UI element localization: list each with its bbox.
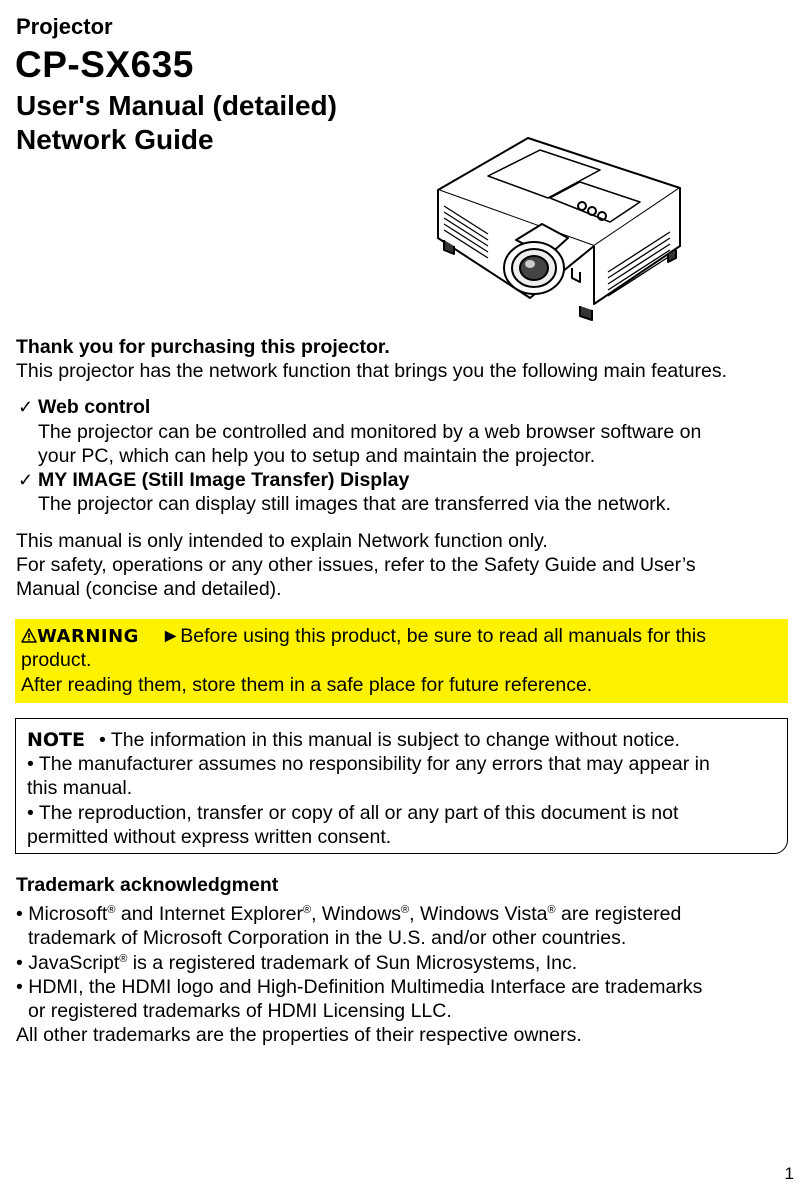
feature-my-image-title: MY IMAGE (Still Image Transfer) Display [38, 469, 410, 491]
scope-text-2: For safety, operations or any other issues, refer to the Safety Guide and User’s [16, 554, 696, 576]
scope-text-1: This manual is only intended to explain Network function only. [16, 530, 548, 552]
warning-text-1: Before using this product, be sure to read all manuals for this [180, 625, 706, 647]
trademark-text: , Windows Vista [409, 903, 548, 925]
note-line-2: • The manufacturer assumes no responsibility for any errors that may appear in [27, 753, 710, 775]
model-name: CP-SX635 [15, 44, 194, 85]
note-text-1: • The information in this manual is subject to change without notice. [99, 729, 680, 751]
thanks-heading: Thank you for purchasing this projector. [16, 336, 390, 358]
registered-mark: ® [107, 904, 116, 916]
trademark-closing: All other trademarks are the properties of their respective owners. [16, 1024, 582, 1046]
trademark-text: are registered [555, 903, 682, 925]
trademark-text: , Windows [311, 903, 402, 925]
projector-illustration [430, 128, 692, 330]
warning-line-2: product. [21, 649, 92, 671]
feature-web-control-desc-2: your PC, which can help you to setup and maintain the projector. [38, 445, 596, 467]
trademark-text: • JavaScript [16, 952, 120, 974]
note-line-1 [27, 728, 680, 752]
trademark-hdmi-2: or registered trademarks of HDMI Licensing LLC. [28, 1000, 452, 1022]
product-kind: Projector [16, 14, 113, 39]
trademark-text: and Internet Explorer [115, 903, 303, 925]
warning-line-1 [21, 624, 706, 649]
warning-line-3: After reading them, store them in a safe place for future reference. [21, 674, 593, 696]
trademark-text: • Microsoft [16, 903, 108, 925]
feature-my-image-desc: The projector can display still images that are transferred via the network. [38, 493, 671, 515]
trademark-text: is a registered trademark of Sun Microsystems, Inc. [127, 952, 578, 974]
manual-title: User's Manual (detailed) [16, 90, 337, 121]
trademark-heading: Trademark acknowledgment [16, 874, 279, 896]
note-box [15, 718, 788, 854]
scope-text-3: Manual (concise and detailed). [16, 578, 282, 600]
trademark-microsoft-2: trademark of Microsoft Corporation in the U.S. and/or other countries. [28, 927, 627, 949]
note-label: NOTE [27, 729, 85, 751]
registered-mark: ® [547, 904, 556, 916]
features-intro: This projector has the network function that brings you the following main features. [16, 360, 728, 382]
registered-mark: ® [401, 904, 410, 916]
feature-web-control-desc-1: The projector can be controlled and monitored by a web browser software on [38, 421, 702, 443]
warning-label: WARNING [37, 626, 139, 647]
page-number: 1 [784, 1164, 794, 1183]
trademark-javascript [16, 951, 577, 975]
trademark-microsoft-1 [16, 902, 681, 926]
note-line-5: permitted without express written consent. [27, 826, 392, 848]
check-mark-icon: ✓ [18, 470, 34, 490]
trademark-hdmi-1: • HDMI, the HDMI logo and High-Definition Multimedia Interface are trademarks [16, 976, 703, 998]
warning-arrow: ► [160, 625, 181, 647]
registered-mark: ® [119, 953, 128, 965]
feature-web-control-title: Web control [38, 396, 151, 418]
note-line-3: this manual. [27, 777, 133, 799]
check-mark-icon: ✓ [18, 397, 34, 417]
warning-triangle-icon [21, 628, 37, 643]
registered-mark: ® [302, 904, 312, 916]
manual-subtitle: Network Guide [16, 124, 214, 155]
note-line-4: • The reproduction, transfer or copy of all or any part of this document is not [27, 802, 679, 824]
warning-box [15, 619, 788, 703]
